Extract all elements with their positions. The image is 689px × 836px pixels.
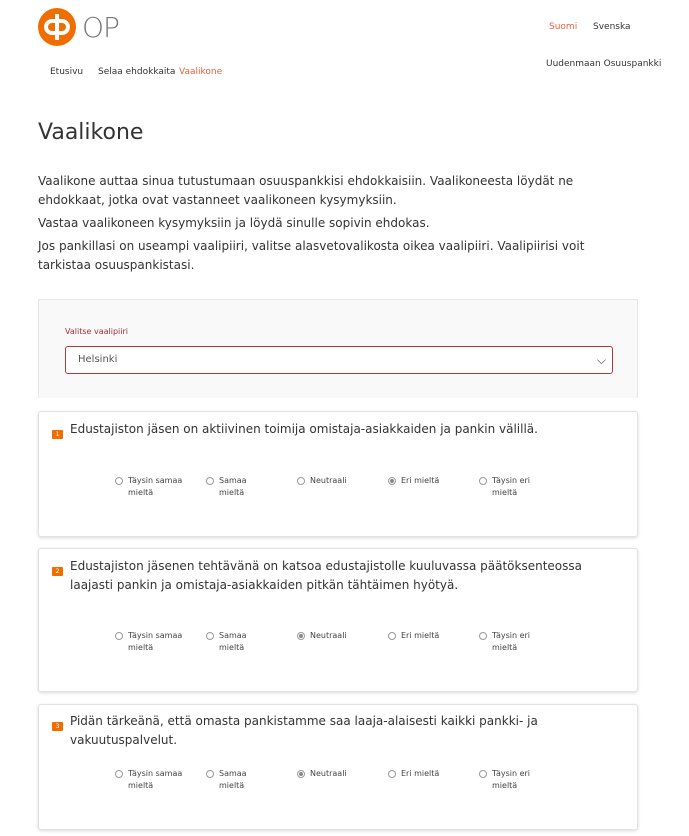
answer-option[interactable]	[115, 630, 206, 654]
radio-button[interactable]	[115, 632, 123, 640]
intro-paragraph: Jos pankillasi on useampi vaalipiiri, valitse alasvetovalikosta oikea vaalipiiri. Vaalipiirisi voit tarkistaa osuuspankistasi.	[38, 239, 585, 272]
answer-option[interactable]	[479, 475, 570, 499]
answer-option[interactable]	[388, 630, 479, 654]
radio-button[interactable]	[206, 770, 214, 778]
option-label: Täysin eri mieltä	[492, 631, 531, 652]
chevron-down-icon: ⌵	[596, 353, 606, 367]
radio-button[interactable]	[115, 477, 123, 485]
district-value: Helsinki	[78, 354, 118, 365]
option-label: Samaa mieltä	[219, 476, 247, 497]
logo-text: OP	[82, 10, 119, 44]
answer-option[interactable]	[388, 768, 479, 792]
question-text: Pidän tärkeänä, että omasta pankistamme saa laaja-alaisesti kaikki pankki- ja vakuutuspalvelut.	[70, 714, 538, 747]
bank-name: Uudenmaan Osuuspankki	[546, 59, 662, 69]
radio-button[interactable]	[479, 770, 487, 778]
radio-button[interactable]	[206, 632, 214, 640]
op-logo-icon	[38, 8, 76, 46]
answer-option[interactable]	[115, 768, 206, 792]
radio-button[interactable]	[206, 477, 214, 485]
option-label: Samaa mieltä	[219, 631, 247, 652]
answer-option[interactable]	[479, 630, 570, 654]
radio-button[interactable]	[479, 632, 487, 640]
nav-vaalikone[interactable]: Vaalikone	[179, 67, 223, 77]
question-text: Edustajiston jäsenen tehtävänä on katsoa edustajistolle kuuluvassa päätöksenteossa laajasti pankin ja omistaja-asiakkaiden pitkän tähtäimen hyötyä.	[70, 559, 582, 592]
nav-selaa-ehdokkaita[interactable]: Selaa ehdokkaita	[98, 67, 176, 77]
radio-button[interactable]	[297, 770, 305, 778]
answer-options	[115, 768, 570, 792]
answer-option[interactable]	[297, 768, 388, 792]
option-label: Eri mieltä	[401, 476, 440, 485]
intro-text	[38, 172, 638, 279]
lang-svenska[interactable]: Svenska	[593, 22, 631, 32]
nav-etusivu[interactable]: Etusivu	[50, 67, 84, 77]
answer-option[interactable]	[479, 768, 570, 792]
question-text: Edustajiston jäsen on aktiivinen toimija omistaja-asiakkaiden ja pankin välillä.	[70, 422, 538, 436]
question-card	[38, 411, 638, 537]
answer-option[interactable]	[206, 768, 297, 792]
option-label: Täysin samaa mieltä	[128, 476, 183, 497]
option-label: Neutraali	[310, 631, 347, 640]
option-label: Täysin samaa mieltä	[128, 631, 183, 652]
radio-button[interactable]	[388, 632, 396, 640]
answer-option[interactable]	[206, 630, 297, 654]
option-label: Eri mieltä	[401, 631, 440, 640]
answer-option[interactable]	[206, 475, 297, 499]
radio-button[interactable]	[388, 770, 396, 778]
option-label: Eri mieltä	[401, 769, 440, 778]
lang-suomi[interactable]: Suomi	[549, 22, 578, 32]
option-label: Neutraali	[310, 769, 347, 778]
question-card	[38, 548, 638, 692]
question-card	[38, 704, 638, 830]
question-number: 2	[52, 567, 63, 576]
answer-options	[115, 475, 570, 499]
op-logo[interactable]	[38, 8, 119, 46]
radio-button[interactable]	[297, 477, 305, 485]
option-label: Samaa mieltä	[219, 769, 247, 790]
question-number: 1	[52, 430, 63, 439]
question-number: 3	[52, 722, 63, 731]
answer-options	[115, 630, 570, 654]
radio-button[interactable]	[388, 477, 396, 485]
radio-button[interactable]	[297, 632, 305, 640]
intro-paragraph: Vaalikone auttaa sinua tutustumaan osuuspankkisi ehdokkaisiin. Vaalikoneesta löydät ne ehdokkaat, jotka ovat vastanneet vaalikoneen kysymyksiin.	[38, 174, 574, 207]
option-label: Neutraali	[310, 476, 347, 485]
intro-paragraph: Vastaa vaalikoneen kysymyksiin ja löydä sinulle sopivin ehdokas.	[38, 216, 430, 230]
answer-option[interactable]	[297, 630, 388, 654]
option-label: Täysin eri mieltä	[492, 769, 531, 790]
page-title: Vaalikone	[38, 120, 144, 145]
answer-option[interactable]	[115, 475, 206, 499]
district-select[interactable]	[65, 346, 613, 374]
radio-button[interactable]	[479, 477, 487, 485]
option-label: Täysin eri mieltä	[492, 476, 531, 497]
answer-option[interactable]	[297, 475, 388, 499]
district-label: Valitse vaalipiiri	[65, 327, 128, 336]
district-panel	[38, 299, 638, 398]
radio-button[interactable]	[115, 770, 123, 778]
answer-option[interactable]	[388, 475, 479, 499]
option-label: Täysin samaa mieltä	[128, 769, 183, 790]
